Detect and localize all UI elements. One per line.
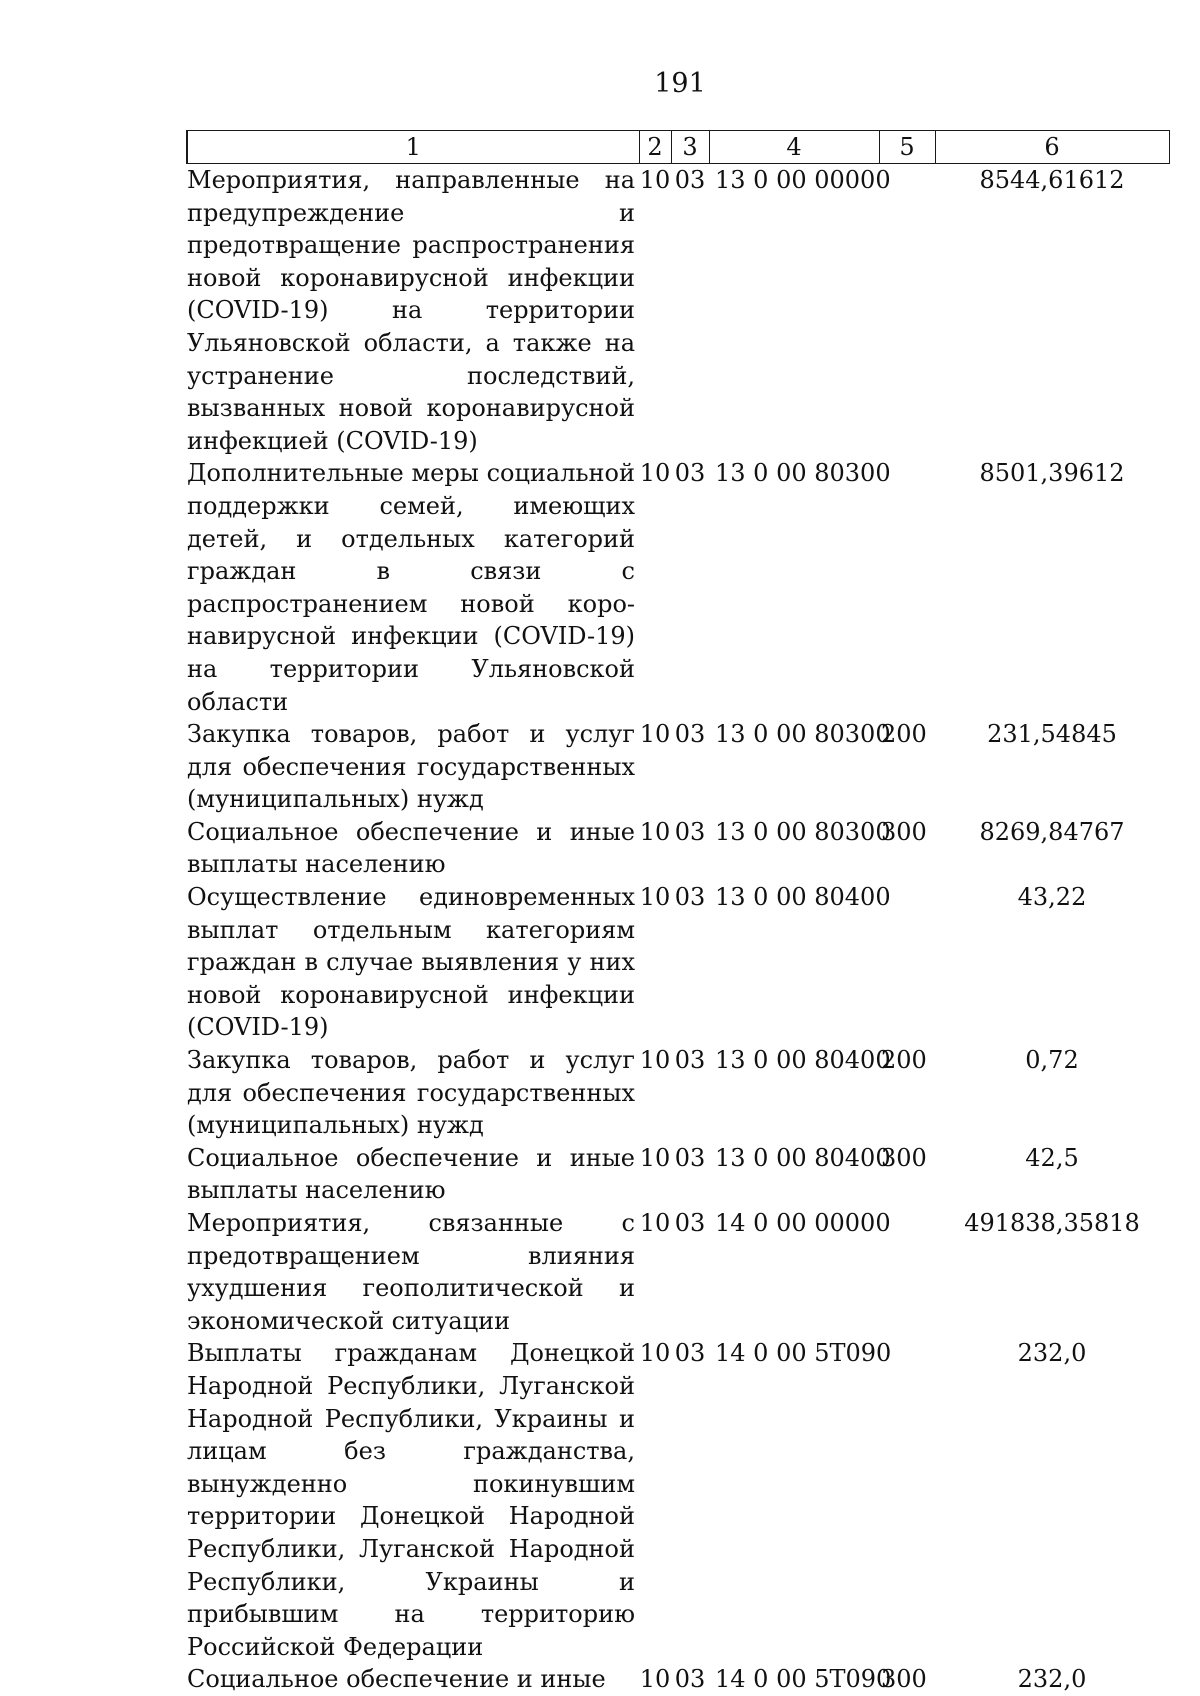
row-subsection: 03 (674, 720, 706, 749)
header-row (187, 131, 1169, 164)
table-header (187, 131, 1169, 164)
row-name: Мероприятия, связанные с предотвращением влияния ухудшения геополитической и экономической ситуации (187, 1209, 635, 1335)
table-row (187, 718, 1169, 816)
row-target-article: 13 0 00 80400 (715, 1046, 891, 1075)
table-row (187, 1142, 1169, 1207)
row-subsection: 03 (674, 1665, 706, 1694)
row-target-article: 14 0 00 00000 (715, 1209, 891, 1237)
table-row (187, 881, 1169, 1044)
row-sum: 8269,84767 (979, 817, 1125, 846)
row-section: 10 (639, 166, 671, 194)
row-sum: 8544,61612 (979, 166, 1125, 194)
row-section: 10 (639, 720, 671, 749)
row-target-article: 13 0 00 00000 (715, 166, 891, 194)
row-sum: 232,0 (1017, 1665, 1087, 1694)
table-row (187, 457, 1169, 718)
row-name: Закупка товаров, работ и услуг для обеспечения государственных (муниципальных) нужд (187, 1046, 635, 1140)
row-target-article: 13 0 00 80300 (715, 817, 891, 846)
budget-table (186, 130, 1170, 1696)
row-target-article: 13 0 00 80300 (715, 459, 891, 488)
row-section: 10 (639, 883, 671, 912)
row-subsection: 03 (674, 883, 706, 912)
row-expense-type (879, 1337, 935, 1663)
page-number: 191 (654, 68, 706, 99)
row-target-article: 14 0 00 5Т090 (715, 1339, 892, 1368)
row-section: 10 (639, 817, 671, 846)
table-row (187, 164, 1169, 458)
row-name: Дополнительные меры социальной поддержки семей, имеющих детей, и отдельных категорий граждан в связи с распространением новой коронавирусной инфекции (COVID-19) на территории Ульяновской области (187, 459, 635, 716)
header-col-target: 4 (709, 131, 879, 164)
row-expense-type: 300 (881, 817, 927, 846)
row-subsection: 03 (674, 166, 706, 194)
table-row (187, 1663, 1169, 1696)
row-name: Закупка товаров, работ и услуг для обеспечения государственных (муниципальных) нужд (187, 720, 635, 814)
row-sum: 42,5 (1025, 1143, 1079, 1172)
table-row (187, 1044, 1169, 1142)
row-subsection: 03 (674, 459, 706, 488)
row-name: Социальное обеспечение и иные выплаты населению (187, 1143, 635, 1205)
row-expense-type (879, 457, 935, 718)
table-row (187, 816, 1169, 881)
row-target-article: 13 0 00 80300 (715, 720, 891, 749)
header-col-section: 2 (639, 131, 671, 164)
row-section: 10 (639, 1665, 671, 1694)
row-sum: 0,72 (1025, 1046, 1079, 1075)
row-name: Социальное обеспечение и иные выплаты населению (187, 817, 635, 879)
header-col-type: 5 (879, 131, 935, 164)
row-expense-type (879, 164, 935, 458)
row-subsection: 03 (674, 1143, 706, 1172)
row-name: Осуществление единовременных выплат отдельным категориям граждан в случае выявления у них новой коронавирусной инфекции (COVID-19) (187, 883, 635, 1042)
row-section: 10 (639, 1339, 671, 1368)
row-sum: 8501,39612 (979, 459, 1125, 488)
row-sum: 491838,35818 (964, 1209, 1140, 1237)
row-subsection: 03 (674, 1209, 706, 1237)
row-name: Мероприятия, направленные на предупреждение и предотвращение распространения новой коронавирусной инфекции (COVID-19) на территории Ульяновской области, а также на устранение последствий, вызванных новой коронавирусной инфекцией (COVID-19) (187, 166, 635, 455)
row-section: 10 (639, 1143, 671, 1172)
row-target-article: 13 0 00 80400 (715, 883, 891, 912)
header-col-subsection: 3 (671, 131, 709, 164)
row-section: 10 (639, 459, 671, 488)
row-expense-type: 200 (881, 720, 927, 749)
table-row (187, 1337, 1169, 1663)
row-subsection: 03 (674, 817, 706, 846)
row-section: 10 (639, 1046, 671, 1075)
header-col-name: 1 (187, 131, 639, 164)
row-subsection: 03 (674, 1339, 706, 1368)
row-sum: 231,54845 (987, 720, 1117, 749)
row-sum: 232,0 (1017, 1339, 1087, 1368)
table-body (187, 164, 1169, 1696)
row-section: 10 (639, 1209, 671, 1237)
header-col-sum: 6 (935, 131, 1169, 164)
row-target-article: 14 0 00 5Т090 (715, 1665, 892, 1694)
row-name: Выплаты гражданам Донецкой Народной Республики, Луганской Народной Республики, Украины и лицам без гражданства, вынужденно покинувшим территории Донецкой Народной Республики, Луганской Народной Республики, Украины и прибывшим на территорию Российской Федерации (187, 1339, 635, 1661)
row-expense-type: 300 (881, 1143, 927, 1172)
row-expense-type: 300 (881, 1665, 927, 1694)
table-row (187, 1207, 1169, 1337)
row-subsection: 03 (674, 1046, 706, 1075)
row-expense-type: 200 (881, 1046, 927, 1075)
row-sum: 43,22 (1017, 883, 1087, 912)
row-target-article: 13 0 00 80400 (715, 1143, 891, 1172)
row-name: Социальное обеспечение и иные (187, 1665, 606, 1694)
